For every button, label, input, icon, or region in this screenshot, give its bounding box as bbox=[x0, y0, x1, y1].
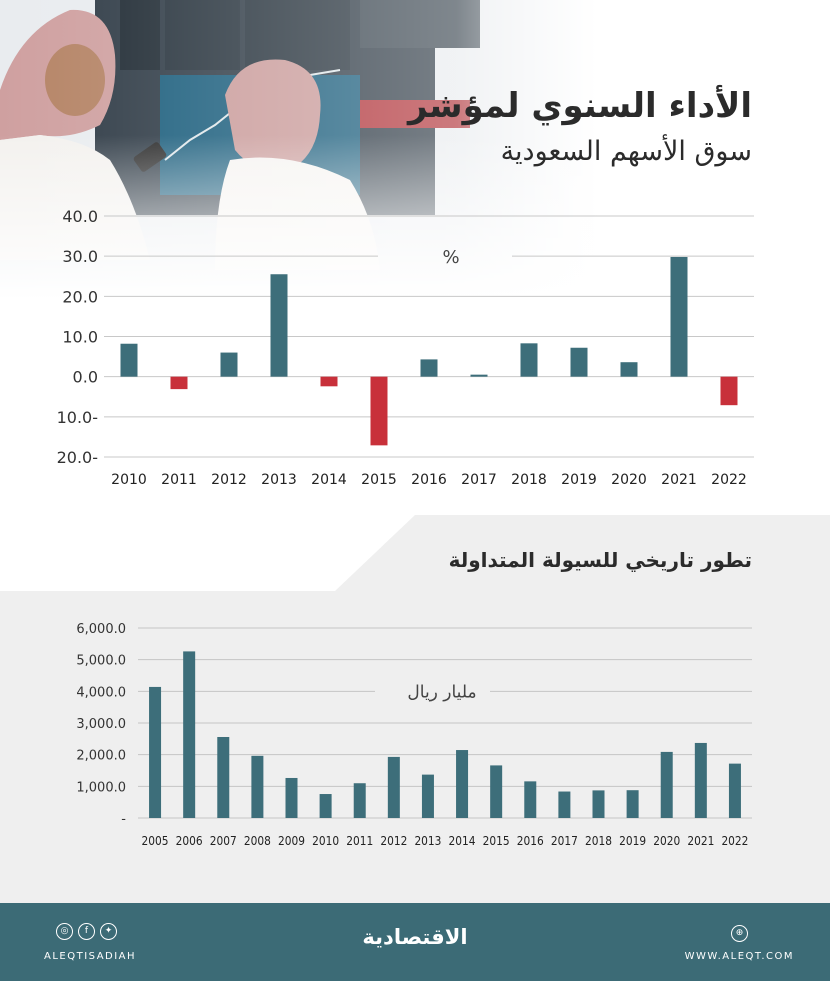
chart-trading-liquidity bbox=[0, 600, 830, 860]
web-icon: ⊕ bbox=[731, 925, 748, 942]
bar bbox=[421, 359, 438, 376]
x-tick-label: 2013 bbox=[414, 834, 442, 848]
x-tick-label: 2012 bbox=[380, 834, 408, 848]
x-tick-label: 2008 bbox=[243, 834, 271, 848]
brand-logo: الاقتصادية bbox=[362, 925, 468, 949]
bar bbox=[217, 737, 229, 818]
x-tick-label: 2011 bbox=[161, 472, 197, 488]
bar bbox=[627, 790, 639, 818]
y-tick-label: 30.0 bbox=[62, 247, 98, 267]
bar bbox=[671, 257, 688, 377]
unit-label: مليار ريال bbox=[407, 682, 477, 703]
y-tick-label: 5,000.0 bbox=[76, 653, 126, 669]
y-tick-label: 10.0- bbox=[56, 407, 98, 427]
x-tick-label: 2022 bbox=[721, 834, 749, 848]
bar bbox=[320, 794, 332, 818]
bar bbox=[571, 348, 588, 377]
bar bbox=[621, 362, 638, 376]
x-tick-label: 2015 bbox=[482, 834, 510, 848]
x-tick-label: 2017 bbox=[461, 472, 497, 488]
x-tick-label: 2006 bbox=[175, 834, 203, 848]
x-tick-label: 2019 bbox=[619, 834, 647, 848]
bar bbox=[271, 274, 288, 376]
y-tick-label: 20.0 bbox=[62, 287, 98, 307]
website-link[interactable]: WWW.ALEQT.COM bbox=[684, 951, 794, 962]
section2-title: تطور تاريخي للسيولة المتداولة bbox=[448, 548, 752, 572]
y-tick-label: 0.0 bbox=[72, 367, 98, 387]
bar bbox=[286, 778, 298, 818]
facebook-icon[interactable]: f bbox=[78, 923, 95, 940]
bar bbox=[371, 377, 388, 446]
page-title: الأداء السنوي لمؤشر bbox=[408, 86, 752, 126]
bar bbox=[721, 377, 738, 406]
bar bbox=[490, 765, 502, 818]
bar bbox=[521, 343, 538, 376]
x-tick-label: 2020 bbox=[611, 472, 647, 488]
x-tick-label: 2010 bbox=[111, 472, 147, 488]
y-tick-label: 1,000.0 bbox=[76, 780, 126, 796]
bar bbox=[422, 775, 434, 818]
bar bbox=[593, 790, 605, 818]
instagram-icon[interactable]: ◎ bbox=[56, 923, 73, 940]
y-tick-label: 2,000.0 bbox=[76, 748, 126, 764]
y-tick-label: 40.0 bbox=[62, 207, 98, 226]
bar bbox=[321, 377, 338, 387]
x-tick-label: 2013 bbox=[261, 472, 297, 488]
x-tick-label: 2016 bbox=[411, 472, 447, 488]
x-tick-label: 2011 bbox=[346, 834, 374, 848]
x-tick-label: 2007 bbox=[209, 834, 237, 848]
bar bbox=[388, 757, 400, 818]
x-tick-label: 2005 bbox=[141, 834, 169, 848]
social-handle[interactable]: ALEQTISADIAH bbox=[44, 951, 137, 962]
x-tick-label: 2019 bbox=[561, 472, 597, 488]
y-tick-label: 3,000.0 bbox=[76, 717, 126, 732]
bar bbox=[251, 756, 263, 818]
y-tick-label: 6,000.0 bbox=[76, 622, 126, 637]
x-tick-label: 2009 bbox=[278, 834, 305, 848]
x-tick-label: 2020 bbox=[653, 834, 681, 848]
bar bbox=[221, 353, 238, 377]
x-tick-label: 2021 bbox=[687, 834, 715, 848]
x-tick-label: 2015 bbox=[361, 472, 397, 488]
x-tick-label: 2022 bbox=[711, 472, 747, 488]
x-tick-label: 2014 bbox=[448, 834, 476, 848]
page-subtitle: سوق الأسهم السعودية bbox=[500, 136, 752, 167]
y-tick-label: - bbox=[121, 812, 126, 827]
footer-bar bbox=[0, 903, 830, 981]
y-tick-label: 4,000.0 bbox=[76, 685, 126, 701]
x-tick-label: 2016 bbox=[516, 834, 544, 848]
x-tick-label: 2012 bbox=[211, 472, 247, 488]
x-tick-label: 2017 bbox=[550, 834, 578, 848]
bar bbox=[695, 743, 707, 818]
bar bbox=[558, 792, 570, 818]
y-tick-label: 20.0- bbox=[56, 448, 98, 467]
bar bbox=[149, 687, 161, 818]
bar bbox=[471, 375, 488, 377]
bar bbox=[121, 344, 138, 377]
title-block bbox=[408, 82, 752, 174]
bar bbox=[524, 781, 536, 818]
bar bbox=[183, 651, 195, 818]
x-tick-label: 2021 bbox=[661, 472, 697, 488]
bar bbox=[456, 750, 468, 818]
bar bbox=[661, 752, 673, 818]
x-tick-label: 2018 bbox=[585, 834, 612, 848]
x-tick-label: 2010 bbox=[312, 834, 340, 848]
bar bbox=[171, 377, 188, 389]
unit-label: % bbox=[442, 247, 460, 269]
y-tick-label: 10.0 bbox=[62, 327, 98, 347]
x-tick-label: 2018 bbox=[511, 472, 547, 488]
x-tick-label: 2014 bbox=[311, 472, 347, 488]
chart-annual-performance bbox=[0, 200, 830, 495]
bar bbox=[729, 764, 741, 818]
bar bbox=[354, 783, 366, 818]
twitter-icon[interactable]: ✦ bbox=[100, 923, 117, 940]
